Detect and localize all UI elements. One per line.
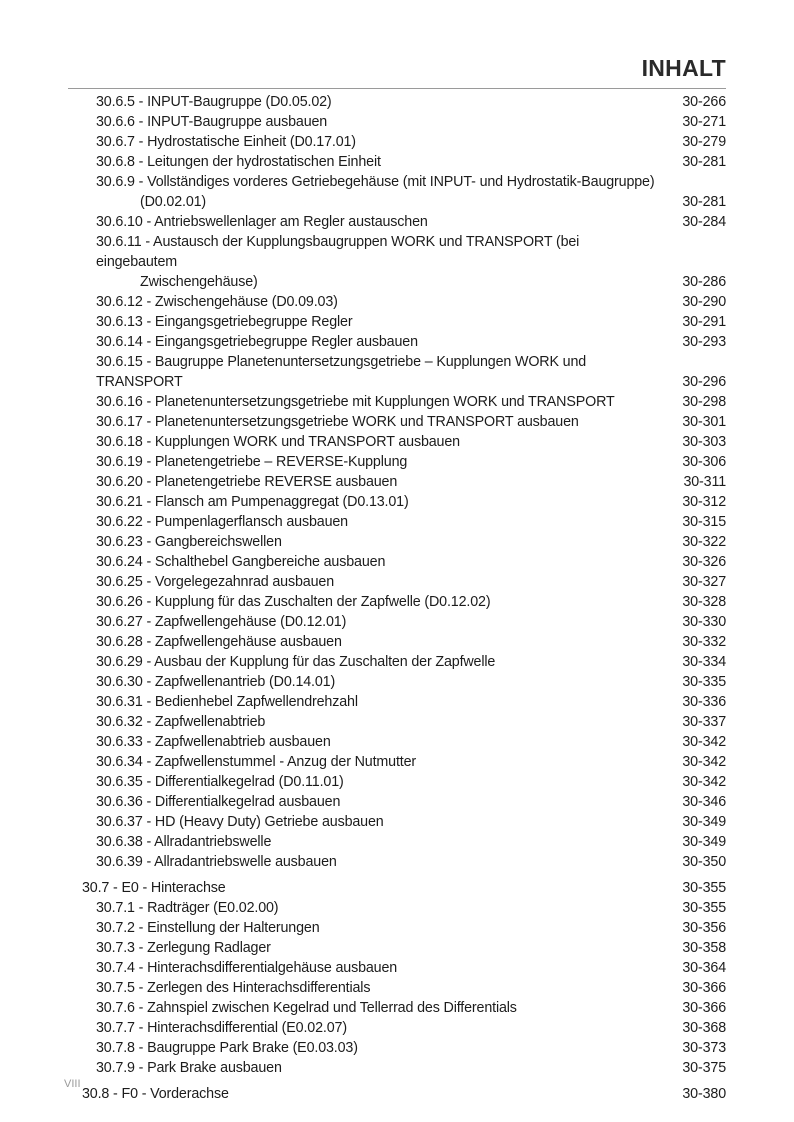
toc-entry-page: 30-375 [682,1060,726,1076]
toc-entry-title-line: 30.8 - F0 - Vorderachse [82,1086,229,1102]
toc-entry[interactable] [68,692,726,712]
toc-entry-title-line: 30.7.5 - Zerlegen des Hinterachsdifferentials [96,980,371,996]
toc-entry-page: 30-336 [682,694,726,710]
toc-entry-title [68,452,674,472]
toc-entry[interactable] [68,412,726,432]
toc-entry-title [68,132,674,152]
toc-entry-title [68,832,674,852]
toc-entry-title-line: 30.6.20 - Planetengetriebe REVERSE ausbauen [96,474,398,490]
toc-entry-title-line: 30.6.34 - Zapfwellenstummel - Anzug der Nutmutter [96,754,417,770]
toc-entry-title-line: 30.6.14 - Eingangsgetriebegruppe Regler ausbauen [96,334,418,350]
toc-entry-title [68,878,674,898]
toc-entry-page: 30-355 [682,900,726,916]
toc-entry-title [68,732,674,752]
toc-entry-title [68,998,674,1018]
toc-entry-page: 30-327 [682,574,726,590]
toc-entry-title-line: 30.6.24 - Schalthebel Gangbereiche ausbauen [96,554,386,570]
toc-entry[interactable] [68,172,726,212]
toc-entry-title [68,692,674,712]
toc-entry-page: 30-368 [682,1020,726,1036]
toc-entry-page: 30-303 [682,434,726,450]
toc-entry[interactable] [68,492,726,512]
toc-entry-title [68,1038,674,1058]
toc-entry-page: 30-380 [682,1086,726,1102]
toc-entry-title [68,1084,674,1104]
toc-entry-page: 30-293 [682,334,726,350]
toc-entry-page: 30-337 [682,714,726,730]
toc-entry[interactable] [68,512,726,532]
toc-entry-page: 30-284 [682,214,726,230]
toc-entry-title [68,852,674,872]
toc-entry-title-line: 30.7.4 - Hinterachsdifferentialgehäuse ausbauen [96,960,398,976]
toc-entry[interactable] [68,152,726,172]
toc-entry-title-line: 30.6.21 - Flansch am Pumpenaggregat (D0.13.01) [96,494,409,510]
toc-entry-title [68,572,674,592]
toc-entry-title [68,918,674,938]
toc-entry[interactable] [68,292,726,312]
toc-entry-page: 30-350 [682,854,726,870]
header-rule [68,88,726,89]
toc-entry[interactable] [68,978,726,998]
toc-entry-title [68,512,674,532]
toc-entry-page: 30-358 [682,940,726,956]
toc-entry-page: 30-281 [682,154,726,170]
toc-entry-title [68,792,674,812]
toc-entry-title-line: 30.6.18 - Kupplungen WORK und TRANSPORT ausbauen [96,434,460,450]
toc-entry-title [68,898,674,918]
toc-entry-title [68,352,674,392]
toc-entry-page: 30-298 [682,394,726,410]
toc-entry-title-line: 30.6.36 - Differentialkegelrad ausbauen [96,794,341,810]
toc-entry-title-line: 30.6.32 - Zapfwellenabtrieb [96,714,266,730]
toc-entry-title-line: 30.6.5 - INPUT-Baugruppe (D0.05.02) [96,94,332,110]
toc-entry-page: 30-342 [682,734,726,750]
toc-entry-page: 30-301 [682,414,726,430]
toc-entry-title [68,232,674,292]
toc-entry[interactable] [68,812,726,832]
toc-entry[interactable] [68,212,726,232]
toc-entry-title-line: 30.6.22 - Pumpenlagerflansch ausbauen [96,514,348,530]
toc-entry-page: 30-346 [682,794,726,810]
toc-entry-page: 30-342 [682,774,726,790]
table-of-contents [68,92,726,1104]
toc-entry-title-line: 30.7 - E0 - Hinterachse [82,880,226,896]
toc-entry-page: 30-356 [682,920,726,936]
toc-entry-page: 30-311 [683,474,726,490]
toc-entry-page: 30-373 [682,1040,726,1056]
toc-entry[interactable] [68,312,726,332]
toc-entry-title-continuation: (D0.02.01) [140,194,207,210]
toc-entry-title-line: 30.6.38 - Allradantriebswelle [96,834,272,850]
toc-entry[interactable] [68,552,726,572]
toc-entry[interactable] [68,392,726,412]
toc-entry-title-line: 30.6.10 - Antriebswellenlager am Regler austauschen [96,214,428,230]
toc-entry[interactable] [68,352,726,392]
toc-entry-page: 30-349 [682,814,726,830]
toc-entry-title [68,392,674,412]
toc-entry-page: 30-364 [682,960,726,976]
toc-entry-title-line: 30.6.33 - Zapfwellenabtrieb ausbauen [96,734,331,750]
toc-entry-title-line: 30.6.31 - Bedienhebel Zapfwellendrehzahl [96,694,358,710]
toc-entry[interactable] [68,878,726,898]
toc-entry[interactable] [68,572,726,592]
toc-entry-title-line: 30.6.6 - INPUT-Baugruppe ausbauen [96,114,328,130]
toc-entry[interactable] [68,92,726,112]
toc-entry-title-line: 30.7.8 - Baugruppe Park Brake (E0.03.03) [96,1040,358,1056]
toc-entry-title [68,1018,674,1038]
toc-entry-page: 30-342 [682,754,726,770]
toc-entry-title-line: 30.6.39 - Allradantriebswelle ausbauen [96,854,337,870]
toc-entry-page: 30-322 [682,534,726,550]
toc-entry-title [68,1058,674,1078]
toc-entry-page: 30-306 [682,454,726,470]
toc-entry-title [68,412,674,432]
toc-entry[interactable] [68,1038,726,1058]
toc-entry[interactable] [68,612,726,632]
toc-entry-title-continuation: Zwischengehäuse) [140,274,258,290]
toc-entry[interactable] [68,332,726,352]
toc-entry[interactable] [68,832,726,852]
toc-entry-page: 30-286 [682,274,726,290]
toc-entry[interactable] [68,712,726,732]
toc-entry-page: 30-312 [682,494,726,510]
toc-entry-title-line: 30.6.8 - Leitungen der hydrostatischen Einheit [96,154,381,170]
toc-entry[interactable] [68,1058,726,1078]
toc-entry-page: 30-330 [682,614,726,630]
toc-entry-title [68,312,674,332]
toc-entry-title [68,332,674,352]
toc-entry-title-line: 30.6.35 - Differentialkegelrad (D0.11.01) [96,774,344,790]
toc-entry-page: 30-279 [682,134,726,150]
toc-entry-title-line: 30.6.11 - Austausch der Kupplungsbaugruppen WORK und TRANSPORT (bei eingebautem [96,234,580,270]
toc-entry-title [68,712,674,732]
toc-entry[interactable] [68,632,726,652]
toc-entry[interactable] [68,652,726,672]
toc-entry-title-line: 30.7.1 - Radträger (E0.02.00) [96,900,279,916]
toc-entry-title [68,92,674,112]
toc-entry-page: 30-332 [682,634,726,650]
toc-entry-page: 30-366 [682,1000,726,1016]
toc-entry-title [68,472,674,492]
toc-entry-page: 30-335 [682,674,726,690]
toc-entry-title [68,938,674,958]
toc-entry[interactable] [68,472,726,492]
toc-entry[interactable] [68,132,726,152]
toc-entry-title [68,492,674,512]
toc-entry-page: 30-315 [682,514,726,530]
toc-entry-title [68,632,674,652]
toc-entry-page: 30-266 [682,94,726,110]
toc-entry[interactable] [68,1084,726,1104]
toc-entry-page: 30-281 [682,194,726,210]
toc-entry-title [68,152,674,172]
toc-entry-page: 30-326 [682,554,726,570]
toc-entry-page: 30-328 [682,594,726,610]
toc-entry-title-line: 30.7.3 - Zerlegung Radlager [96,940,271,956]
toc-entry[interactable] [68,998,726,1018]
toc-entry-title-line: 30.6.29 - Ausbau der Kupplung für das Zuschalten der Zapfwelle [96,654,496,670]
toc-entry-page: 30-296 [682,374,726,390]
toc-entry[interactable] [68,752,726,772]
toc-entry-title-line: 30.7.6 - Zahnspiel zwischen Kegelrad und Tellerrad des Differentials [96,1000,517,1016]
toc-entry-title [68,532,674,552]
toc-entry-title-line: 30.6.30 - Zapfwellenantrieb (D0.14.01) [96,674,336,690]
toc-entry-title-line: 30.6.13 - Eingangsgetriebegruppe Regler [96,314,353,330]
toc-entry-title-line: 30.6.26 - Kupplung für das Zuschalten der Zapfwelle (D0.12.02) [96,594,491,610]
toc-entry-title-line: 30.7.9 - Park Brake ausbauen [96,1060,282,1076]
toc-entry-title-line: 30.6.27 - Zapfwellengehäuse (D0.12.01) [96,614,347,630]
toc-entry-page: 30-355 [682,880,726,896]
toc-entry-title [68,958,674,978]
toc-entry-title [68,978,674,998]
toc-entry-title [68,672,674,692]
toc-entry-title-line: 30.6.28 - Zapfwellengehäuse ausbauen [96,634,342,650]
toc-entry-title [68,652,674,672]
page-title: INHALT [641,55,726,81]
toc-entry-title [68,212,674,232]
toc-entry-title-line: 30.6.23 - Gangbereichswellen [96,534,282,550]
toc-entry[interactable] [68,772,726,792]
toc-entry-title-line: 30.6.12 - Zwischengehäuse (D0.09.03) [96,294,338,310]
toc-entry[interactable] [68,958,726,978]
toc-entry-page: 30-366 [682,980,726,996]
toc-entry-title-line: 30.6.37 - HD (Heavy Duty) Getriebe ausbauen [96,814,384,830]
toc-entry[interactable] [68,938,726,958]
toc-entry[interactable] [68,918,726,938]
toc-entry-title [68,552,674,572]
toc-entry-title-line: 30.6.16 - Planetenuntersetzungsgetriebe mit Kupplungen WORK und TRANSPORT [96,394,615,410]
toc-entry-page: 30-291 [682,314,726,330]
toc-entry-title [68,592,674,612]
toc-entry[interactable] [68,732,726,752]
toc-entry-page: 30-271 [682,114,726,130]
toc-entry-page: 30-290 [682,294,726,310]
page-number: VIII [64,1078,81,1090]
toc-entry-title [68,432,674,452]
toc-entry[interactable] [68,792,726,812]
toc-entry[interactable] [68,592,726,612]
toc-entry[interactable] [68,432,726,452]
toc-entry[interactable] [68,532,726,552]
toc-entry[interactable] [68,852,726,872]
toc-entry-title [68,812,674,832]
toc-entry-title-line: 30.6.15 - Baugruppe Planetenuntersetzungsgetriebe – Kupplungen WORK und TRANSPORT [96,354,587,390]
toc-entry-title [68,612,674,632]
toc-entry-title [68,772,674,792]
toc-entry-title [68,172,674,212]
toc-entry[interactable] [68,452,726,472]
toc-entry-page: 30-349 [682,834,726,850]
toc-entry[interactable] [68,112,726,132]
toc-entry-title-line: 30.7.2 - Einstellung der Halterungen [96,920,320,936]
toc-entry-title-line: 30.7.7 - Hinterachsdifferential (E0.02.07) [96,1020,347,1036]
toc-entry-title [68,292,674,312]
toc-entry-title [68,112,674,132]
toc-entry-title [68,752,674,772]
toc-entry-title-line: 30.6.17 - Planetenuntersetzungsgetriebe WORK und TRANSPORT ausbauen [96,414,579,430]
toc-entry[interactable] [68,1018,726,1038]
toc-entry[interactable] [68,672,726,692]
toc-entry-title-line: 30.6.19 - Planetengetriebe – REVERSE-Kupplung [96,454,408,470]
toc-entry-title-line: 30.6.7 - Hydrostatische Einheit (D0.17.01) [96,134,356,150]
toc-entry-title-line: 30.6.25 - Vorgelegezahnrad ausbauen [96,574,334,590]
toc-entry[interactable] [68,898,726,918]
toc-entry[interactable] [68,232,726,292]
toc-entry-page: 30-334 [682,654,726,670]
toc-entry-title-line: 30.6.9 - Vollständiges vorderes Getriebegehäuse (mit INPUT- und Hydrostatik-Baugruppe) [96,174,655,190]
